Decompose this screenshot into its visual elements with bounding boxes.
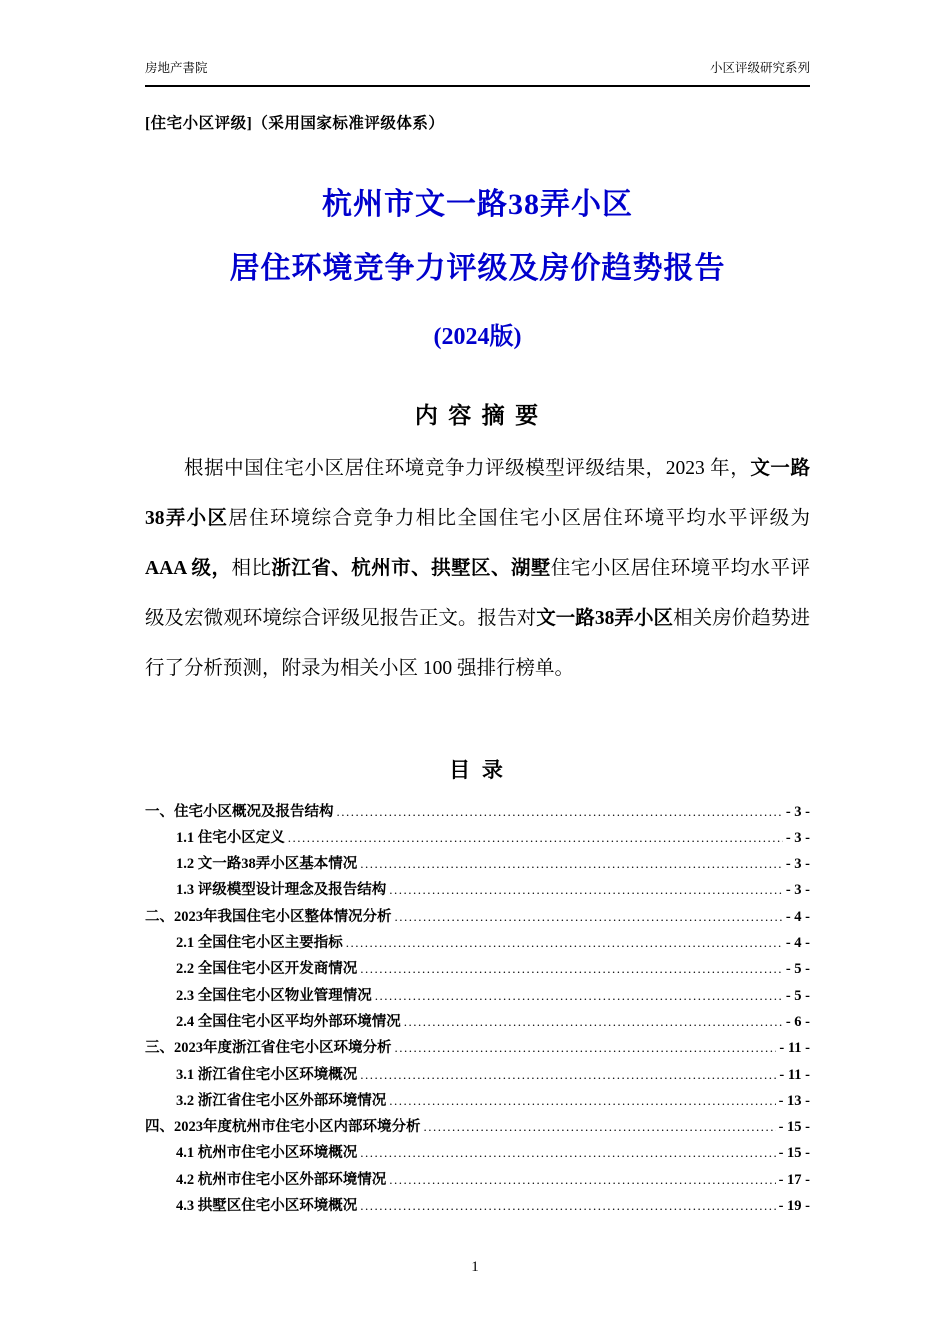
toc-item-page: - 6 - xyxy=(785,1013,810,1030)
toc-item-page: - 4 - xyxy=(785,908,810,925)
toc-item[interactable] xyxy=(145,930,810,956)
toc-heading: 目 录 xyxy=(449,758,506,782)
report-title-line2: 居住环境竞争力评级及房价趋势报告 xyxy=(229,252,726,285)
toc-dot-leader xyxy=(424,1114,776,1140)
toc-item[interactable] xyxy=(145,1140,810,1166)
toc-item-label: 3.1 浙江省住宅小区环境概况 xyxy=(176,1066,358,1083)
toc-item-label: 2.2 全国住宅小区开发商情况 xyxy=(176,961,358,978)
toc-item-label: 4.1 杭州市住宅小区环境概况 xyxy=(176,1145,358,1162)
toc-item-page: - 5 - xyxy=(785,987,810,1004)
page-header xyxy=(145,58,810,76)
toc-dot-leader xyxy=(346,930,783,956)
toc-item[interactable] xyxy=(145,1035,810,1061)
rating-tagline: [住宅小区评级]（采用国家标准评级体系） xyxy=(145,115,445,132)
report-title-line1: 杭州市文一路38弄小区 xyxy=(322,188,633,221)
toc-item[interactable] xyxy=(145,1088,810,1114)
toc-dot-leader xyxy=(395,904,783,930)
toc-dot-leader xyxy=(337,799,783,825)
toc-item-page: - 5 - xyxy=(785,961,810,978)
summary-bold-text: AAA 级， xyxy=(145,557,232,579)
page-number: 1 xyxy=(471,1259,479,1275)
toc-item[interactable] xyxy=(145,877,810,903)
summary-text: 根据中国住宅小区居住环境竞争力评级模型评级结果，2023 年， xyxy=(184,458,751,479)
toc-item[interactable] xyxy=(145,983,810,1009)
toc-item[interactable] xyxy=(145,956,810,982)
toc-item-label: 三、2023年度浙江省住宅小区环境分析 xyxy=(145,1040,392,1057)
summary-bold-text: 文一路38弄小区 xyxy=(145,458,810,529)
summary-text: 住宅小区居住环境平均水平评级及宏微观环境综合评级见报告正文。报告对 xyxy=(145,557,810,629)
toc-list xyxy=(145,799,810,1220)
toc-item[interactable] xyxy=(145,1193,810,1219)
title-block xyxy=(145,188,810,351)
summary-heading: 内 容 摘 要 xyxy=(414,402,541,428)
toc-item-label: 一、住宅小区概况及报告结构 xyxy=(145,803,334,820)
toc-item-page: - 3 - xyxy=(785,882,810,899)
toc-dot-leader xyxy=(360,1140,775,1166)
header-left-text: 房地产書院 xyxy=(145,61,208,75)
toc-item-page: - 3 - xyxy=(785,829,810,846)
summary-text: 居住环境综合竞争力相比全国住宅小区居住环境平均水平评级为 xyxy=(228,507,810,529)
toc-item-label: 四、2023年度杭州市住宅小区内部环境分析 xyxy=(145,1119,421,1136)
toc-item-label: 1.2 文一路38弄小区基本情况 xyxy=(176,856,358,873)
toc-dot-leader xyxy=(389,877,783,903)
toc-item[interactable] xyxy=(145,851,810,877)
toc-item-label: 4.3 拱墅区住宅小区环境概况 xyxy=(176,1197,358,1214)
toc-item[interactable] xyxy=(145,1167,810,1193)
toc-item[interactable] xyxy=(145,799,810,825)
toc-item[interactable] xyxy=(145,904,810,930)
summary-text: 相关房价趋势进行了分析预测，附录为相关小区 100 强排行榜单。 xyxy=(145,607,810,679)
toc-item-page: - 4 - xyxy=(785,935,810,952)
toc-dot-leader xyxy=(360,1062,776,1088)
toc-item[interactable] xyxy=(145,1114,810,1140)
toc-item-label: 1.3 评级模型设计理念及报告结构 xyxy=(176,882,387,899)
toc-item-page: - 17 - xyxy=(778,1171,810,1188)
toc-item-page: - 11 - xyxy=(779,1066,810,1083)
toc-item-label: 2.3 全国住宅小区物业管理情况 xyxy=(176,987,372,1004)
toc-dot-leader xyxy=(389,1088,775,1114)
header-divider xyxy=(145,85,810,87)
toc-item-page: - 11 - xyxy=(779,1040,810,1057)
toc-dot-leader xyxy=(360,851,783,877)
toc-dot-leader xyxy=(360,1193,775,1219)
report-version: (2024版) xyxy=(433,324,522,350)
summary-text: 相比 xyxy=(231,557,272,579)
summary-bold-text: 文一路38弄小区 xyxy=(536,607,674,629)
toc-item-label: 二、2023年我国住宅小区整体情况分析 xyxy=(145,908,392,925)
toc-item-label: 4.2 杭州市住宅小区外部环境情况 xyxy=(176,1171,387,1188)
toc-item-page: - 3 - xyxy=(785,803,810,820)
toc-dot-leader xyxy=(389,1167,775,1193)
toc-item-label: 2.1 全国住宅小区主要指标 xyxy=(176,935,343,952)
toc-item-page: - 3 - xyxy=(785,856,810,873)
toc-item-page: - 13 - xyxy=(778,1092,810,1109)
header-right-text: 小区评级研究系列 xyxy=(709,61,810,75)
toc-dot-leader xyxy=(395,1035,777,1061)
toc-dot-leader xyxy=(360,956,783,982)
toc-item-page: - 15 - xyxy=(778,1145,810,1162)
summary-bold-text: 浙江省、杭州市、拱墅区、湖墅 xyxy=(271,557,551,579)
toc-item[interactable] xyxy=(145,1062,810,1088)
toc-item-label: 3.2 浙江省住宅小区外部环境情况 xyxy=(176,1092,387,1109)
toc-dot-leader xyxy=(288,825,783,851)
toc-item-page: - 15 - xyxy=(778,1119,810,1136)
toc-item-label: 1.1 住宅小区定义 xyxy=(176,829,285,846)
summary-paragraph xyxy=(145,444,810,694)
toc-item[interactable] xyxy=(145,1009,810,1035)
toc-item-label: 2.4 全国住宅小区平均外部环境情况 xyxy=(176,1013,401,1030)
toc-item-page: - 19 - xyxy=(778,1197,810,1214)
toc-dot-leader xyxy=(404,1009,783,1035)
toc-item[interactable] xyxy=(145,825,810,851)
toc-dot-leader xyxy=(375,983,783,1009)
